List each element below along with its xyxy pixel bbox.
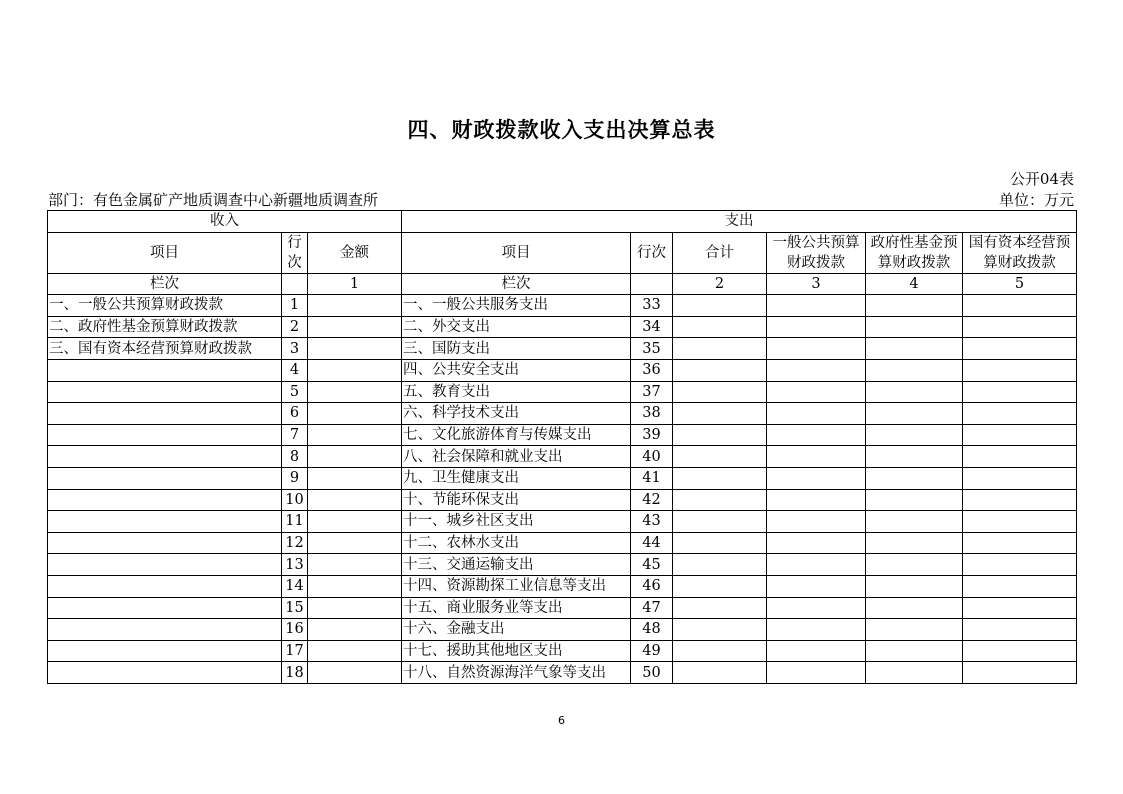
page-title: 四、财政拨款收入支出决算总表 <box>407 118 716 142</box>
expense-general <box>767 619 866 641</box>
expense-state-capital <box>963 619 1077 641</box>
expense-gov-fund <box>866 403 963 425</box>
income-item <box>48 489 282 511</box>
expense-total <box>673 359 767 381</box>
amount-index: 1 <box>308 273 402 295</box>
expense-gov-fund <box>866 446 963 468</box>
expense-row-no: 44 <box>631 532 673 554</box>
expense-gov-fund <box>866 554 963 576</box>
state-capital-header: 国有资本经营预算财政拨款 <box>963 232 1077 273</box>
expense-row-no: 47 <box>631 597 673 619</box>
income-header: 收入 <box>48 211 402 233</box>
table-row <box>48 295 1077 317</box>
income-row-no: 17 <box>282 640 308 662</box>
table-row <box>48 532 1077 554</box>
income-row-no: 2 <box>282 316 308 338</box>
expense-state-capital <box>963 403 1077 425</box>
income-item <box>48 619 282 641</box>
income-amount <box>308 316 402 338</box>
expense-gov-fund <box>866 575 963 597</box>
table-row <box>48 359 1077 381</box>
expense-total <box>673 554 767 576</box>
expense-total <box>673 575 767 597</box>
income-amount <box>308 424 402 446</box>
expense-general <box>767 359 866 381</box>
income-item: 二、政府性基金预算财政拨款 <box>48 316 282 338</box>
expense-row-no: 33 <box>631 295 673 317</box>
expense-row-no: 37 <box>631 381 673 403</box>
expense-total <box>673 489 767 511</box>
income-item <box>48 359 282 381</box>
expense-general <box>767 446 866 468</box>
income-amount <box>308 295 402 317</box>
expense-lanci-blank <box>631 273 673 295</box>
general-budget-header: 一般公共预算财政拨款 <box>767 232 866 273</box>
expense-gov-fund <box>866 640 963 662</box>
state-capital-index: 5 <box>963 273 1077 295</box>
expense-row-no: 45 <box>631 554 673 576</box>
income-item <box>48 446 282 468</box>
income-item <box>48 532 282 554</box>
income-amount <box>308 489 402 511</box>
expense-state-capital <box>963 554 1077 576</box>
expense-item: 四、公共安全支出 <box>402 359 631 381</box>
table-row <box>48 575 1077 597</box>
expense-total <box>673 640 767 662</box>
income-row-no-header: 行次 <box>282 232 308 273</box>
income-item <box>48 467 282 489</box>
expense-general <box>767 381 866 403</box>
expense-state-capital <box>963 295 1077 317</box>
income-row-no: 6 <box>282 403 308 425</box>
expense-item: 九、卫生健康支出 <box>402 467 631 489</box>
income-amount <box>308 554 402 576</box>
expense-row-no: 43 <box>631 511 673 533</box>
income-row-no: 7 <box>282 424 308 446</box>
expense-header: 支出 <box>402 211 1077 233</box>
expense-row-no: 42 <box>631 489 673 511</box>
expense-general <box>767 554 866 576</box>
expense-item: 一、一般公共服务支出 <box>402 295 631 317</box>
expense-gov-fund <box>866 316 963 338</box>
income-amount <box>308 467 402 489</box>
expense-general <box>767 640 866 662</box>
expense-state-capital <box>963 489 1077 511</box>
expense-gov-fund <box>866 532 963 554</box>
expense-general <box>767 532 866 554</box>
income-item-header: 项目 <box>48 232 282 273</box>
expense-total <box>673 511 767 533</box>
expense-general <box>767 467 866 489</box>
income-row-no: 8 <box>282 446 308 468</box>
expense-item: 三、国防支出 <box>402 338 631 360</box>
table-row <box>48 381 1077 403</box>
expense-gov-fund <box>866 511 963 533</box>
income-item <box>48 424 282 446</box>
expense-general <box>767 511 866 533</box>
expense-gov-fund <box>866 295 963 317</box>
income-row-no: 12 <box>282 532 308 554</box>
expense-state-capital <box>963 446 1077 468</box>
expense-item: 十三、交通运输支出 <box>402 554 631 576</box>
income-lanci: 栏次 <box>48 273 282 295</box>
expense-row-no: 35 <box>631 338 673 360</box>
amount-header: 金额 <box>308 232 402 273</box>
expense-item: 十五、商业服务业等支出 <box>402 597 631 619</box>
expense-state-capital <box>963 597 1077 619</box>
income-item <box>48 403 282 425</box>
expense-item: 二、外交支出 <box>402 316 631 338</box>
expense-item: 十一、城乡社区支出 <box>402 511 631 533</box>
expense-item-header: 项目 <box>402 232 631 273</box>
income-item <box>48 575 282 597</box>
income-item <box>48 662 282 684</box>
expense-general <box>767 403 866 425</box>
expense-gov-fund <box>866 467 963 489</box>
expense-general <box>767 338 866 360</box>
expense-total <box>673 381 767 403</box>
income-row-no: 10 <box>282 489 308 511</box>
expense-row-no: 40 <box>631 446 673 468</box>
expense-state-capital <box>963 575 1077 597</box>
expense-general <box>767 295 866 317</box>
expense-state-capital <box>963 467 1077 489</box>
income-amount <box>308 403 402 425</box>
table-row <box>48 597 1077 619</box>
form-number: 公开04表 <box>1009 170 1074 188</box>
income-row-no: 5 <box>282 381 308 403</box>
expense-row-no: 48 <box>631 619 673 641</box>
expense-gov-fund <box>866 424 963 446</box>
expense-general <box>767 597 866 619</box>
expense-state-capital <box>963 316 1077 338</box>
expense-total <box>673 597 767 619</box>
expense-total <box>673 424 767 446</box>
expense-item: 十六、金融支出 <box>402 619 631 641</box>
income-item <box>48 381 282 403</box>
expense-row-no: 34 <box>631 316 673 338</box>
expense-item: 十八、自然资源海洋气象等支出 <box>402 662 631 684</box>
income-item <box>48 597 282 619</box>
income-amount <box>308 446 402 468</box>
table-row <box>48 489 1077 511</box>
expense-state-capital <box>963 640 1077 662</box>
gov-fund-header: 政府性基金预算财政拨款 <box>866 232 963 273</box>
expense-row-no: 46 <box>631 575 673 597</box>
income-lanci-blank <box>282 273 308 295</box>
income-amount <box>308 662 402 684</box>
expense-state-capital <box>963 511 1077 533</box>
department-label: 部门：有色金属矿产地质调查中心新疆地质调查所 <box>48 191 379 209</box>
table-row <box>48 662 1077 684</box>
table-row <box>48 424 1077 446</box>
expense-total <box>673 316 767 338</box>
expense-general <box>767 316 866 338</box>
income-row-no: 3 <box>282 338 308 360</box>
expense-gov-fund <box>866 381 963 403</box>
expense-row-no-header: 行次 <box>631 232 673 273</box>
expense-general <box>767 575 866 597</box>
expense-general <box>767 424 866 446</box>
table-row <box>48 511 1077 533</box>
expense-state-capital <box>963 662 1077 684</box>
expense-state-capital <box>963 338 1077 360</box>
expense-gov-fund <box>866 619 963 641</box>
expense-state-capital <box>963 381 1077 403</box>
income-row-no: 18 <box>282 662 308 684</box>
expense-general <box>767 662 866 684</box>
expense-gov-fund <box>866 662 963 684</box>
expense-lanci: 栏次 <box>402 273 631 295</box>
expense-item: 十二、农林水支出 <box>402 532 631 554</box>
expense-total <box>673 662 767 684</box>
expense-total <box>673 446 767 468</box>
expense-row-no: 39 <box>631 424 673 446</box>
income-amount <box>308 511 402 533</box>
income-amount <box>308 619 402 641</box>
expense-total <box>673 619 767 641</box>
general-index: 3 <box>767 273 866 295</box>
expense-gov-fund <box>866 359 963 381</box>
income-amount <box>308 640 402 662</box>
income-amount <box>308 338 402 360</box>
unit-label: 单位：万元 <box>998 191 1074 209</box>
income-item: 一、一般公共预算财政拨款 <box>48 295 282 317</box>
expense-row-no: 50 <box>631 662 673 684</box>
income-row-no: 9 <box>282 467 308 489</box>
gov-fund-index: 4 <box>866 273 963 295</box>
income-row-no: 16 <box>282 619 308 641</box>
expense-gov-fund <box>866 489 963 511</box>
income-amount <box>308 381 402 403</box>
income-amount <box>308 359 402 381</box>
table-row <box>48 619 1077 641</box>
income-row-no: 13 <box>282 554 308 576</box>
expense-gov-fund <box>866 338 963 360</box>
expense-item: 七、文化旅游体育与传媒支出 <box>402 424 631 446</box>
expense-gov-fund <box>866 597 963 619</box>
expense-total <box>673 467 767 489</box>
total-index: 2 <box>673 273 767 295</box>
table-row <box>48 338 1077 360</box>
table-row <box>48 316 1077 338</box>
income-amount <box>308 597 402 619</box>
fiscal-summary-table <box>47 210 1077 684</box>
income-item <box>48 554 282 576</box>
expense-total <box>673 295 767 317</box>
page-number: 6 <box>558 714 565 727</box>
income-item <box>48 511 282 533</box>
expense-general <box>767 489 866 511</box>
income-amount <box>308 532 402 554</box>
table-row <box>48 446 1077 468</box>
expense-item: 五、教育支出 <box>402 381 631 403</box>
income-row-no: 14 <box>282 575 308 597</box>
table-row <box>48 467 1077 489</box>
expense-state-capital <box>963 424 1077 446</box>
expense-item: 八、社会保障和就业支出 <box>402 446 631 468</box>
expense-row-no: 41 <box>631 467 673 489</box>
income-item: 三、国有资本经营预算财政拨款 <box>48 338 282 360</box>
income-row-no: 11 <box>282 511 308 533</box>
table-row <box>48 403 1077 425</box>
expense-item: 十、节能环保支出 <box>402 489 631 511</box>
table-row <box>48 554 1077 576</box>
income-item <box>48 640 282 662</box>
table-row <box>48 640 1077 662</box>
total-header: 合计 <box>673 232 767 273</box>
income-row-no: 1 <box>282 295 308 317</box>
expense-total <box>673 338 767 360</box>
expense-row-no: 36 <box>631 359 673 381</box>
expense-state-capital <box>963 359 1077 381</box>
expense-row-no: 38 <box>631 403 673 425</box>
expense-item: 十七、援助其他地区支出 <box>402 640 631 662</box>
expense-state-capital <box>963 532 1077 554</box>
expense-item: 十四、资源勘探工业信息等支出 <box>402 575 631 597</box>
expense-item: 六、科学技术支出 <box>402 403 631 425</box>
income-amount <box>308 575 402 597</box>
income-row-no: 15 <box>282 597 308 619</box>
expense-total <box>673 532 767 554</box>
income-row-no: 4 <box>282 359 308 381</box>
expense-total <box>673 403 767 425</box>
expense-row-no: 49 <box>631 640 673 662</box>
